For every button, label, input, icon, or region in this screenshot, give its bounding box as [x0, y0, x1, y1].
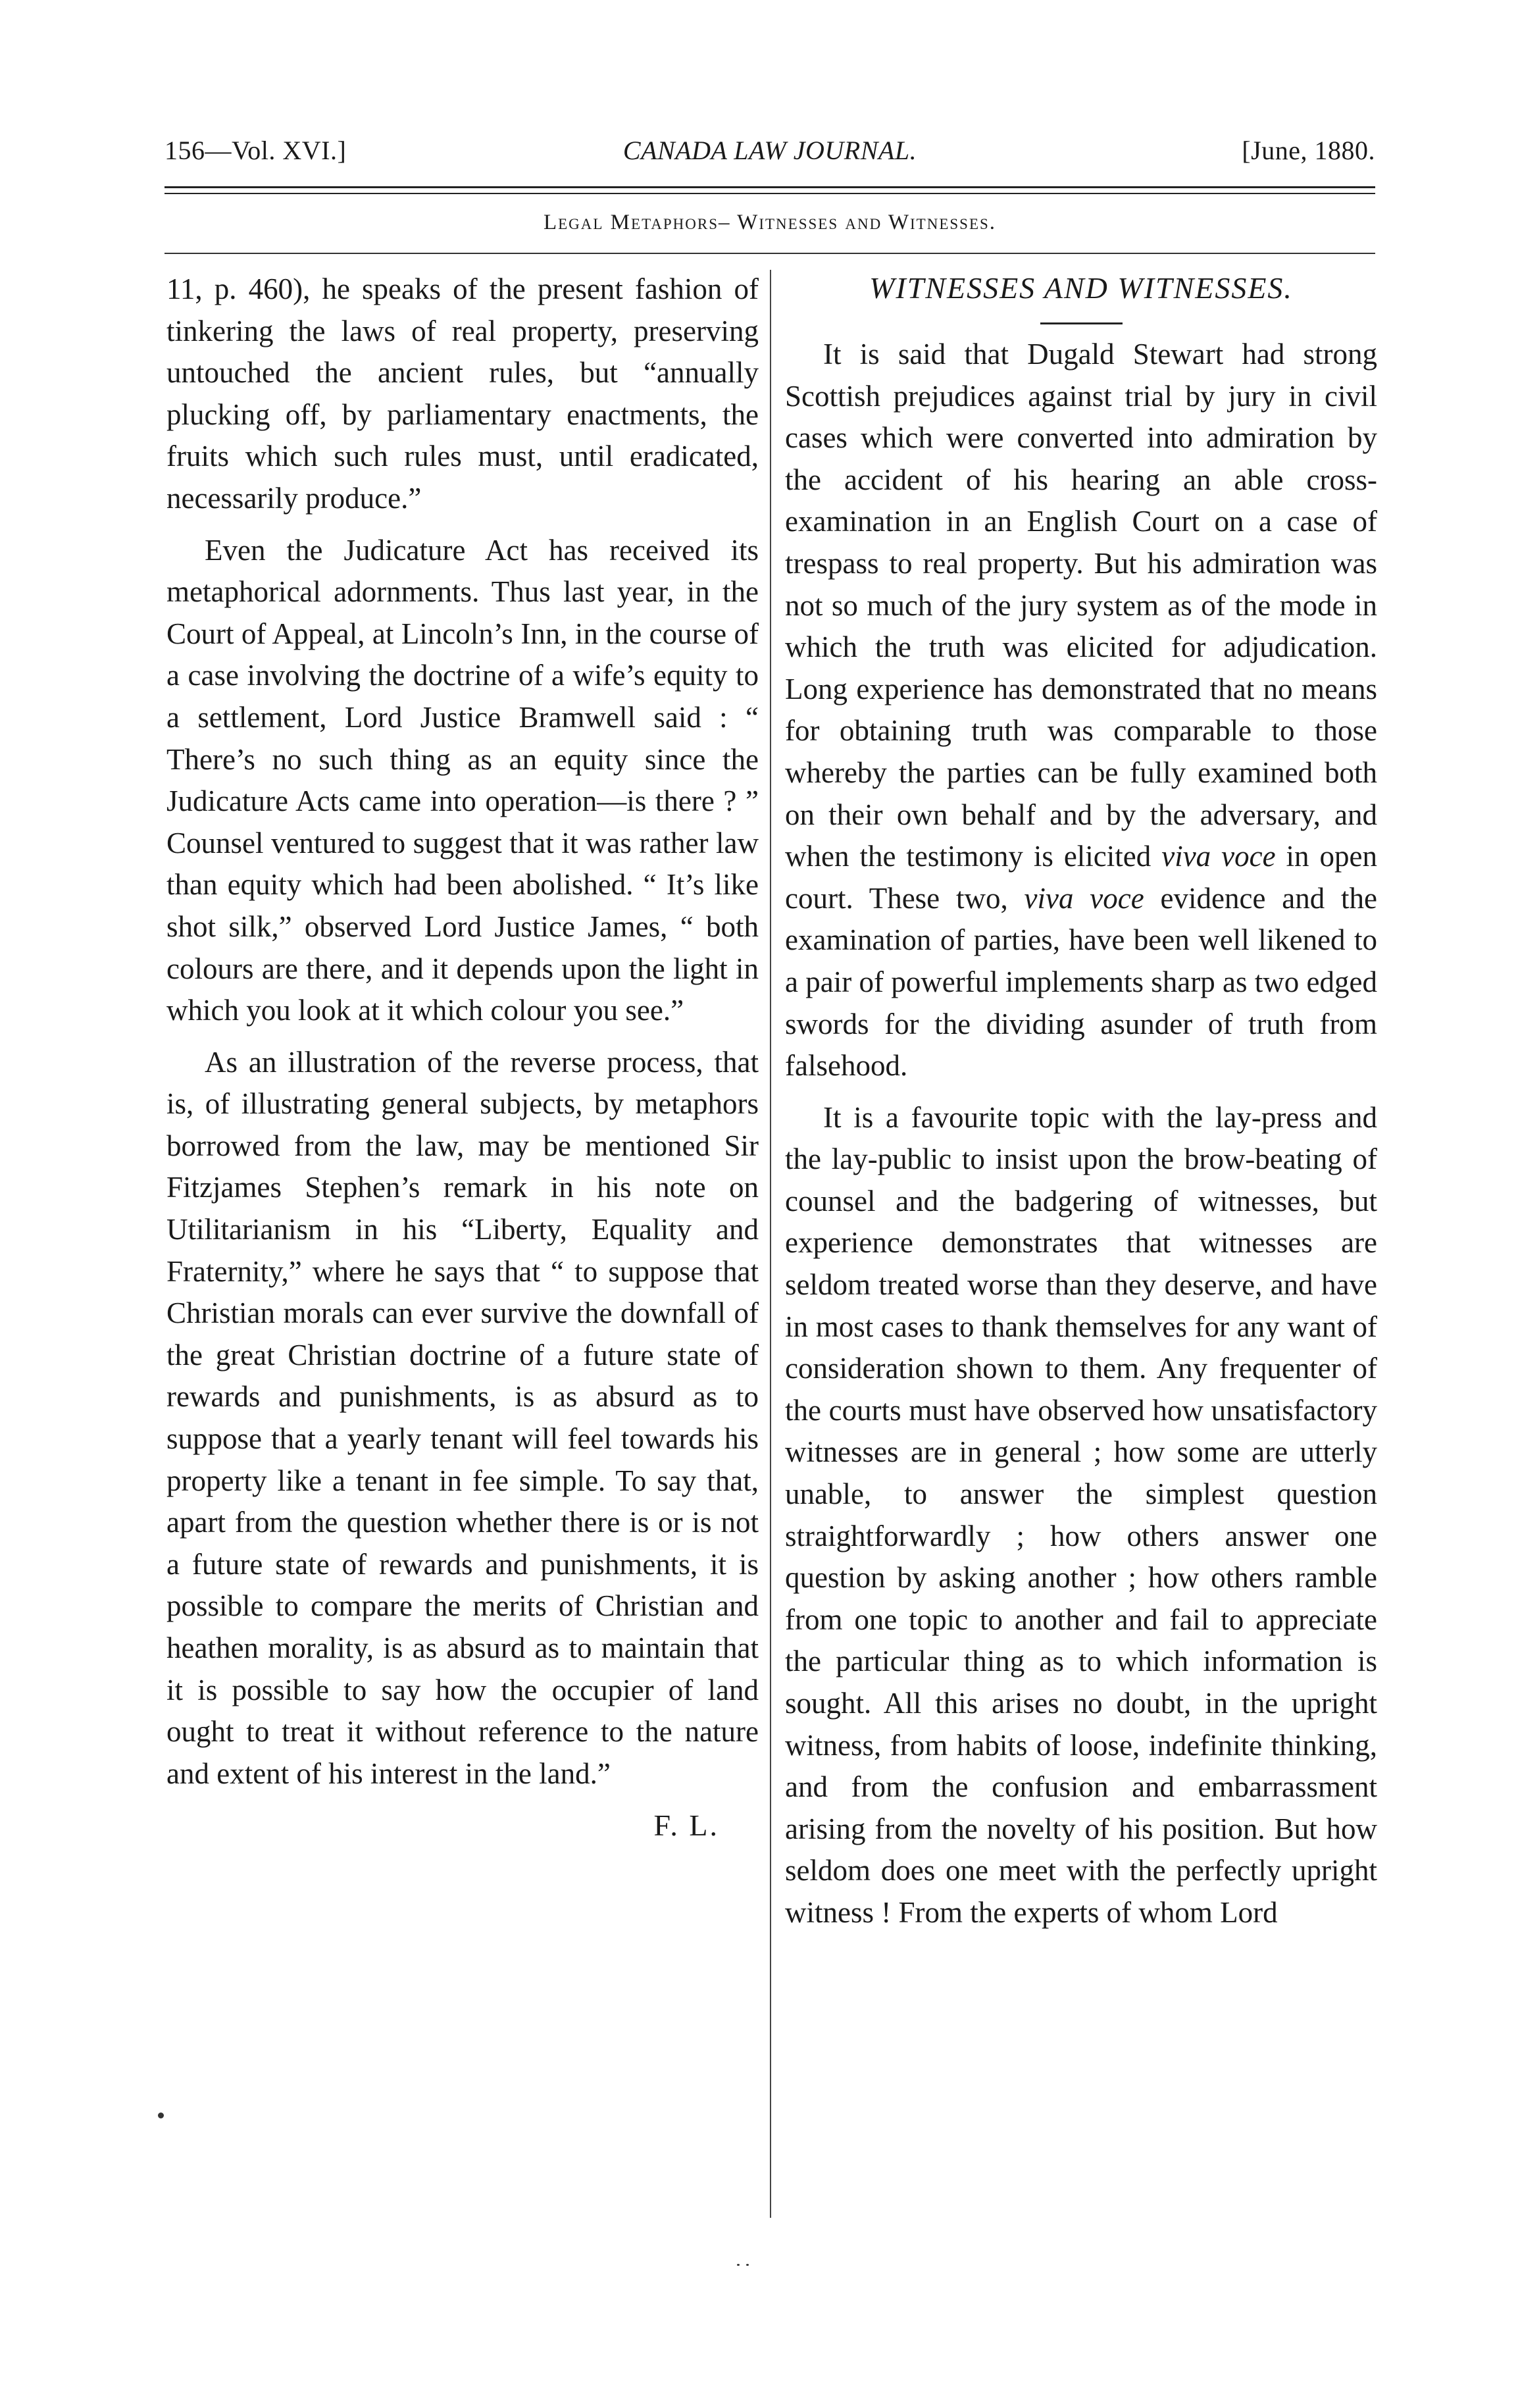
- paragraph-text: evidence and the examination of parties, have been well likened to a pair of powerful implements sharp as two edged swords for the dividing asunder of truth from falsehood.: [785, 881, 1377, 1083]
- page-number-volume: 156—Vol. XVI.]: [164, 136, 347, 165]
- title-rule: [1040, 322, 1123, 324]
- paragraph: It is a favourite topic with the lay-press and the lay-public to insist upon the brow-beating of counsel and the badgering of witnesses, but experience demonstrates that witnesses are seldom treated worse than they deserve, and have in most cases to thank themselves for any want of consideration shown to them. Any frequenter of the courts must have observed how unsatisfactory witnesses are in general ; how some are utterly unable, to answer the simplest question straightforwardly ; how others answer one question by asking another ; how others ramble from one topic to another and fail to appreciate the particular thing as to which information is sought. All this arises no doubt, in the upright witness, from habits of loose, indefinite thinking, and from the confusion and embarrassment arising from the novelty of his position. But how seldom does one meet with the perfectly upright witness ! From the experts of whom Lord: [785, 1100, 1377, 1929]
- paragraph: As an illustration of the reverse process, that is, of illustrating general subjects, by metaphors borrowed from the law, may be mentioned Sir Fitzjames Stephen’s remark in his note on Utilitarianism in his “Liberty, Equality and Fraternity,” where he says that “ to suppose that Christian morals can ever survive the downfall of the great Christian doctrine of a future state of rewards and punishments, is as absurd as to suppose that a yearly tenant will feel towards his property like a tenant in fee simple. To say that, apart from the question whether there is or is not a future state of rewards and punishments, it is possible to compare the merits of Christian and heathen morality, is as absurd as to maintain that it is possible to say how the occupier of land ought to treat it without reference to the nature and extent of his interest in the land.”: [166, 1045, 759, 1790]
- article-title: WITNESSES AND WITNESSES.: [869, 271, 1293, 305]
- paragraph-text: in open court. These two,: [785, 840, 1377, 915]
- header-rule-bottom: [164, 193, 1375, 194]
- left-column: [166, 269, 759, 1847]
- issue-date: [June, 1880.: [1242, 136, 1375, 165]
- paragraph: 11, p. 460), he speaks of the present fashion of tinkering the laws of real property, preserving untouched the ancient rules, but “annually plucking off, by parliamentary enactments, the fruits which such rules must, until eradicated, necessarily produce.”: [166, 272, 759, 515]
- section-rule: [164, 253, 1375, 254]
- journal-title: CANADA LAW JOURNAL.: [622, 136, 917, 165]
- print-speck: [746, 2264, 749, 2266]
- column-divider: [770, 270, 771, 2218]
- paragraph-text: It is said that Dugald Stewart had strong Scottish prejudices against trial by jury in civil cases which were converted into admiration by the accident of his hearing an able cross-examination in an English Court on a case of trespass to real property. But his admiration was not so much of the jury system as of the mode in which the truth was elicited for adjudication. Long experience has demonstrated that no means for obtaining truth was comparable to those whereby the parties can be fully examined both on their own behalf and by the adversary, and when the testimony is elicited: [785, 338, 1377, 873]
- author-signature: F. L.: [653, 1808, 719, 1843]
- section-heading: Legal Metaphors– Witnesses and Witnesses.: [543, 211, 997, 234]
- italic-phrase: viva voce: [1161, 840, 1276, 873]
- italic-phrase: viva voce: [1024, 881, 1144, 915]
- paragraph: Even the Judicature Act has received its metaphorical adornments. Thus last year, in the Court of Appeal, at Lincoln’s Inn, in the course of a case involving the doctrine of a wife’s equity to a settlement, Lord Justice Bramwell said : “ There’s no such thing as an equity since the Judicature Acts came into operation—is there ? ” Counsel ventured to suggest that it was rather law than equity which had been abolished. “ It’s like shot silk,” observed Lord Justice James, “ both colours are there, and it depends upon the light in which you look at it which colour you see.”: [166, 533, 759, 1027]
- print-speck: [737, 2264, 740, 2266]
- right-column: [785, 269, 1377, 1944]
- print-speck: [158, 2113, 164, 2118]
- header-rule-top: [164, 186, 1375, 188]
- paragraph: [785, 334, 1377, 1087]
- running-head: [164, 135, 1375, 174]
